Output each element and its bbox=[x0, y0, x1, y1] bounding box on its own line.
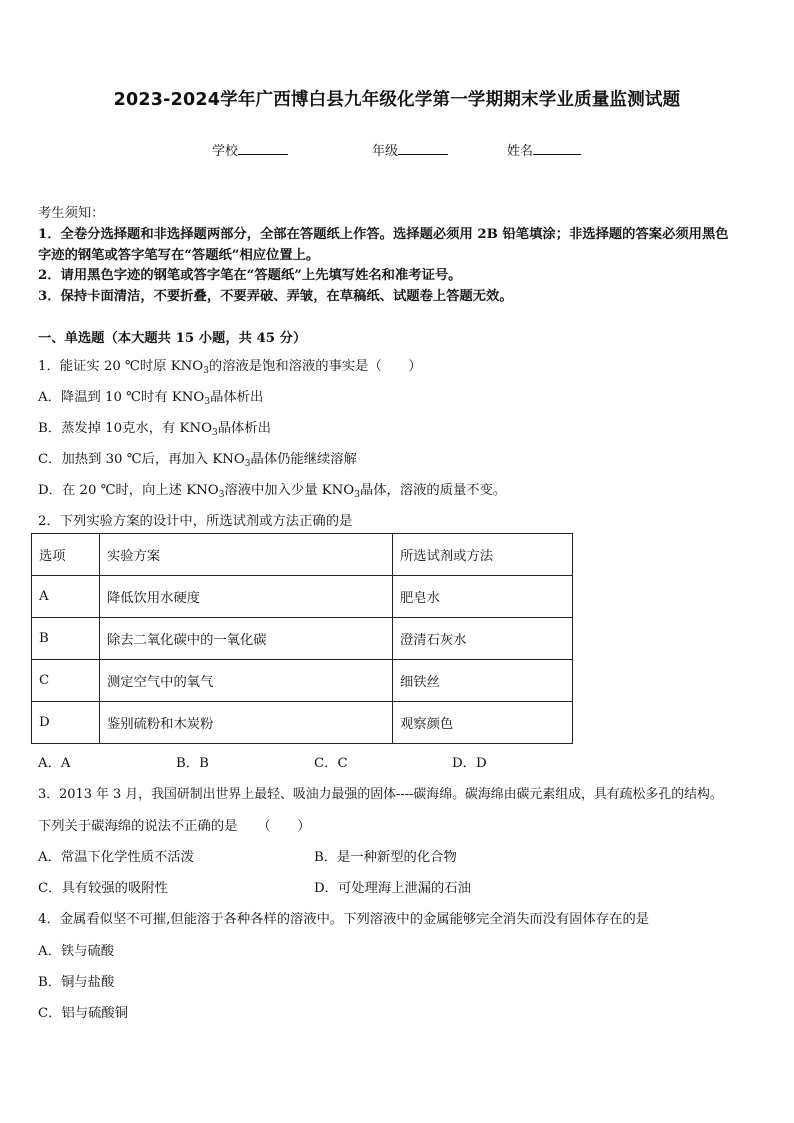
notice-heading: 考生须知： bbox=[38, 206, 105, 221]
question-4-option-a[interactable]: A．铁与硫酸 bbox=[38, 944, 115, 959]
question-1-option-c[interactable]: C．加热到 30 ℃后，再加入 $KNO_3$晶体仍能继续溶解 bbox=[38, 452, 357, 469]
table-cell: 细铁丝 bbox=[393, 660, 573, 702]
experiment-table bbox=[31, 533, 573, 744]
table-header-row bbox=[32, 534, 573, 576]
question-3-option-d[interactable]: D．可处理海上泄漏的石油 bbox=[314, 881, 471, 896]
table-cell: 测定空气中的氧气 bbox=[100, 660, 393, 702]
table-cell: A bbox=[32, 576, 100, 618]
table-cell: 肥皂水 bbox=[393, 576, 573, 618]
question-3-stem-line-1: 3．2013 年 3 月，我国研制出世界上最轻、吸油力最强的固体----碳海绵。碳海绵由碳元素组成，具有疏松多孔的结构。 bbox=[38, 787, 723, 802]
question-1-stem: 1．能证实 20 ℃时原 $KNO_3$的溶液是饱和溶液的事实是（ ） bbox=[38, 359, 422, 376]
grade-blank[interactable] bbox=[398, 141, 448, 155]
name-blank[interactable] bbox=[533, 141, 581, 155]
table-row bbox=[32, 702, 573, 744]
table-header-cell: 实验方案 bbox=[100, 534, 393, 576]
notice-item-3: 3．保持卡面清洁，不要折叠，不要弄破、弄皱，在草稿纸、试题卷上答题无效。 bbox=[38, 289, 513, 304]
question-4-stem: 4．金属看似坚不可摧,但能溶于各种各样的溶液中。下列溶液中的金属能够完全消失而没有固体存在的是 bbox=[38, 912, 650, 927]
question-3-option-b[interactable]: B．是一种新型的化合物 bbox=[314, 850, 457, 865]
table-header-cell: 选项 bbox=[32, 534, 100, 576]
table-cell: 澄清石灰水 bbox=[393, 618, 573, 660]
school-label: 学校 bbox=[212, 144, 239, 159]
table-row bbox=[32, 576, 573, 618]
question-4-option-c[interactable]: C．铝与硫酸铜 bbox=[38, 1006, 128, 1021]
question-3-stem-line-2: 下列关于碳海绵的说法不正确的是 （ ） bbox=[38, 819, 311, 834]
table-cell: 鉴别硫粉和木炭粉 bbox=[100, 702, 393, 744]
question-2-stem: 2．下列实验方案的设计中，所选试剂或方法正确的是 bbox=[38, 514, 353, 529]
question-3-option-c[interactable]: C．具有较强的吸附性 bbox=[38, 881, 168, 896]
notice-item-1-line-2: 字迹的钢笔或答字笔写在“答题纸”相应位置上。 bbox=[38, 248, 320, 263]
question-2-option-b[interactable]: B．B bbox=[176, 756, 209, 771]
question-3-option-a[interactable]: A．常温下化学性质不活泼 bbox=[38, 850, 194, 865]
grade-label: 年级 bbox=[372, 144, 399, 159]
notice-item-1-line-1: 1．全卷分选择题和非选择题两部分，全部在答题纸上作答。选择题必须用 2B 铅笔填涂；非选择题的答案必须用黑色 bbox=[38, 227, 729, 242]
table-cell: 观察颜色 bbox=[393, 702, 573, 744]
question-1-option-d[interactable]: D．在 20 ℃时，向上述 $KNO_3$溶液中加入少量 $KNO_3$晶体，溶液的质量不变。 bbox=[38, 483, 507, 500]
table-row bbox=[32, 618, 573, 660]
section-heading: 一、单选题（本大题共 15 小题，共 45 分） bbox=[38, 331, 307, 346]
table-header-cell: 所选试剂或方法 bbox=[393, 534, 573, 576]
question-2-option-a[interactable]: A．A bbox=[38, 756, 71, 771]
notice-item-2: 2．请用黑色字迹的钢笔或答字笔在“答题纸”上先填写姓名和准考证号。 bbox=[38, 268, 462, 283]
table-cell: 除去二氧化碳中的一氧化碳 bbox=[100, 618, 393, 660]
table-row bbox=[32, 660, 573, 702]
table-cell: C bbox=[32, 660, 100, 702]
school-blank[interactable] bbox=[238, 141, 288, 155]
school-field[interactable] bbox=[212, 140, 288, 159]
name-label: 姓名 bbox=[507, 144, 534, 159]
question-1-option-b[interactable]: B．蒸发掉 10克水，有 $KNO_3$晶体析出 bbox=[38, 421, 271, 438]
table-cell: 降低饮用水硬度 bbox=[100, 576, 393, 618]
question-1-option-a[interactable]: A．降温到 10 ℃时有 $KNO_3$晶体析出 bbox=[38, 390, 264, 407]
table-cell: D bbox=[32, 702, 100, 744]
question-2-option-d[interactable]: D．D bbox=[452, 756, 487, 771]
grade-field[interactable] bbox=[372, 140, 448, 159]
name-field[interactable] bbox=[507, 140, 581, 159]
table-cell: B bbox=[32, 618, 100, 660]
question-4-option-b[interactable]: B．铜与盐酸 bbox=[38, 975, 115, 990]
page-title: 2023-2024学年广西博白县九年级化学第一学期期末学业质量监测试题 bbox=[113, 90, 681, 110]
question-2-option-c[interactable]: C．C bbox=[314, 756, 348, 771]
